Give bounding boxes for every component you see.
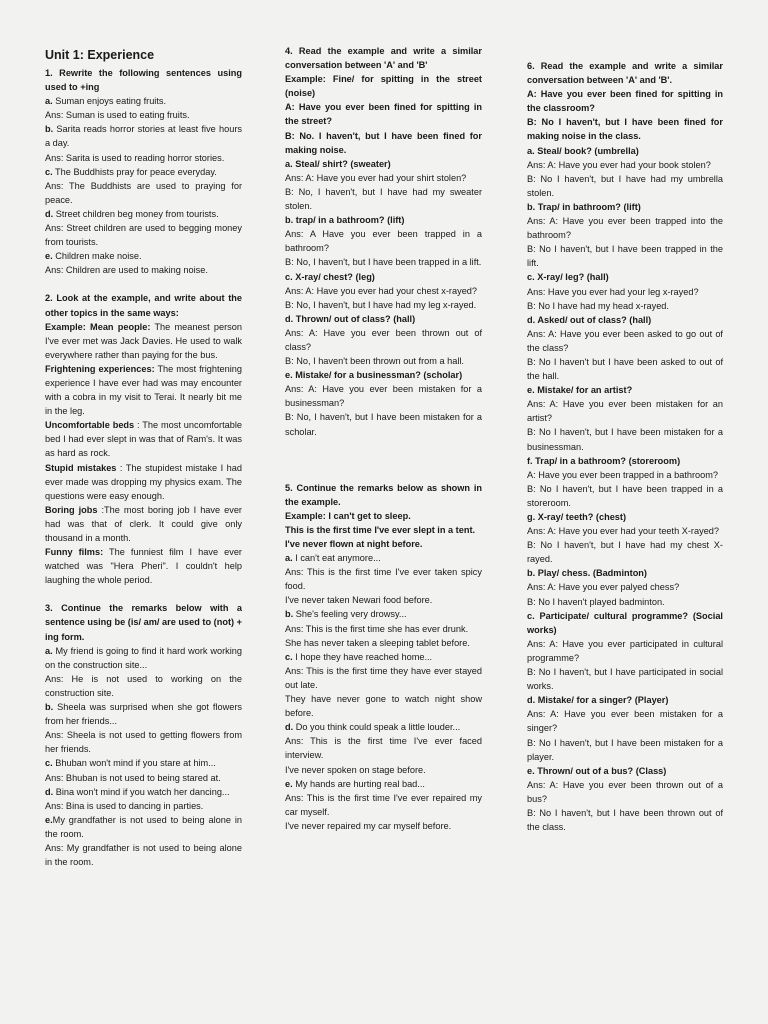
item-text: Ans: A: Have you ever had your teeth X-rayed? bbox=[527, 526, 720, 537]
text-line bbox=[527, 580, 723, 594]
text-line bbox=[45, 545, 242, 587]
item-text: :The most boring job I have ever had was that of clerk. It could give only thousand in a month. bbox=[45, 504, 242, 543]
item-text: Ans: A: Have you ever had your shirt stolen? bbox=[285, 172, 467, 183]
section-5-heading: 5. Continue the remarks below as shown in the example. bbox=[285, 482, 482, 507]
item-label: d. bbox=[45, 208, 54, 219]
item-text: Ans: This is the first time she has ever drunk. bbox=[285, 623, 469, 634]
item-text: Ans: Suman is used to eating fruits. bbox=[45, 110, 190, 121]
section-6-example-b: B: No I haven't, but I have been fined for making noise in the class. bbox=[527, 117, 723, 142]
text-line bbox=[527, 693, 723, 707]
section-5-lines bbox=[285, 551, 482, 833]
text-line bbox=[45, 728, 242, 756]
item-label: c. Participate/ cultural programme? bbox=[527, 610, 689, 621]
item-text: A: Have you ever been trapped in a bathroom? bbox=[527, 469, 719, 480]
text-line bbox=[527, 524, 723, 538]
item-text: B: No I haven't played badminton. bbox=[527, 596, 665, 607]
text-line bbox=[527, 665, 723, 693]
item-label: d. bbox=[45, 786, 54, 797]
item-text: The meanest person I've ever met was Jack Davies. He used to walk everywhere rather than paying for the bus. bbox=[45, 321, 242, 360]
item-text: B: No, I haven't been thrown out from a hall. bbox=[285, 356, 464, 367]
item-text: Ans: A: Have you ever palyed chess? bbox=[527, 582, 680, 593]
text-line bbox=[45, 756, 242, 770]
item-text: Ans: A: Have you ever had your book stolen? bbox=[527, 159, 711, 170]
item-text: Ans: A: Have you ever been mistaken for an artist? bbox=[527, 399, 723, 424]
text-line bbox=[285, 326, 482, 354]
item-text: My hands are hurting real bad... bbox=[292, 778, 425, 789]
item-text: Sarita reads horror stories at least five hours a day. bbox=[45, 124, 242, 149]
item-label: Boring jobs bbox=[45, 504, 98, 515]
item-label: c. bbox=[45, 758, 53, 769]
text-line bbox=[45, 151, 242, 165]
text-line bbox=[527, 425, 723, 453]
text-line bbox=[45, 418, 242, 460]
text-line bbox=[45, 263, 242, 277]
item-label: d. Thrown/ out of class? (hall) bbox=[285, 313, 416, 324]
text-line bbox=[285, 650, 482, 664]
text-line bbox=[285, 298, 482, 312]
item-text: Ans: Have you ever had your leg x-rayed? bbox=[527, 286, 699, 297]
item-label: b. bbox=[45, 124, 54, 135]
text-line bbox=[285, 270, 482, 284]
item-text: The Buddhists pray for peace everyday. bbox=[52, 166, 217, 177]
text-line bbox=[45, 122, 242, 150]
item-text: B: No I haven't but I have been asked to out of the hall. bbox=[527, 356, 723, 382]
text-line bbox=[285, 607, 482, 621]
item-label: b. bbox=[45, 702, 54, 713]
text-line bbox=[527, 510, 723, 524]
item-text: She has never taken a sleeping tablet before. bbox=[285, 637, 470, 648]
item-text: Ans: My grandfather is not used to being alone in the room. bbox=[45, 842, 242, 868]
text-line bbox=[285, 593, 482, 607]
item-text: Ans: Sheela is not used to getting flowers from her friends. bbox=[45, 730, 242, 755]
item-label: c. X-ray/ leg? (hall) bbox=[527, 272, 609, 283]
item-text: Ans: A: Have you ever been thrown out of class? bbox=[285, 327, 482, 352]
text-line bbox=[285, 213, 482, 227]
item-label: b. trap/ in a bathroom? (lift) bbox=[285, 215, 405, 226]
item-text: They have never gone to watch night show before. bbox=[285, 694, 482, 719]
text-line bbox=[527, 806, 723, 834]
item-label: c. bbox=[45, 166, 53, 177]
item-label: a. bbox=[45, 96, 53, 107]
item-label: c. X-ray/ chest? (leg) bbox=[285, 271, 375, 282]
text-line bbox=[527, 454, 723, 468]
text-line bbox=[527, 468, 723, 482]
item-text: Ans: He is not used to working on the construction site. bbox=[45, 673, 242, 698]
text-line bbox=[285, 565, 482, 593]
text-line bbox=[527, 383, 723, 397]
item-text: Street children beg money from tourists. bbox=[53, 208, 219, 219]
item-text: Bhuban won't mind if you stare at him... bbox=[52, 758, 216, 769]
item-text: Ans: This is the first time they have ever stayed out late. bbox=[285, 665, 482, 690]
item-label: b. bbox=[285, 609, 294, 620]
text-line bbox=[285, 410, 482, 438]
item-text: : The most uncomfortable bed I had ever slept in was that of Ram's. It was as hard as rock. bbox=[45, 420, 243, 459]
text-line bbox=[45, 461, 242, 503]
item-text: My grandfather is not used to being alone in the room. bbox=[45, 814, 242, 839]
text-line bbox=[45, 644, 242, 672]
section-3-heading: 3. Continue the remarks below with a sentence using be (is/ am/ are used to (not) + ing form. bbox=[45, 603, 242, 642]
item-text: I hope they have reached home... bbox=[292, 651, 433, 662]
item-label: e. bbox=[45, 251, 53, 262]
item-text: B: No I haven't, but I have participated in social works. bbox=[527, 667, 723, 692]
item-text: Sheela was surprised when she got flowers from her friends... bbox=[45, 702, 242, 727]
item-text: Ans: Bhuban is not used to being stared at. bbox=[45, 772, 221, 783]
text-line bbox=[527, 355, 723, 383]
section-2-items bbox=[45, 320, 242, 588]
item-text: Ans: This is the first time I've ever repaired my car myself. bbox=[285, 792, 482, 817]
text-line bbox=[527, 200, 723, 214]
item-text: Do you think could speak a little louder... bbox=[293, 722, 461, 733]
item-label: a. Steal/ shirt? (sweater) bbox=[285, 158, 391, 169]
text-line bbox=[285, 763, 482, 777]
section-6-heading: 6. Read the example and write a similar conversation between 'A' and 'B'. bbox=[527, 61, 723, 86]
text-line bbox=[285, 354, 482, 368]
item-label: d. Asked/ out of class? (hall) bbox=[527, 314, 652, 325]
item-text: (Social works) bbox=[527, 610, 723, 635]
text-line bbox=[285, 664, 482, 692]
item-text: Ans: Street children are used to begging money from tourists. bbox=[45, 223, 242, 248]
item-text: I've never taken Newari food before. bbox=[285, 595, 433, 606]
text-line bbox=[285, 692, 482, 720]
item-text: She's feeling very drowsy... bbox=[293, 609, 407, 620]
text-line bbox=[527, 285, 723, 299]
section-1-lines bbox=[45, 94, 242, 277]
text-line bbox=[285, 791, 482, 819]
section-6-example-a: A: Have you ever been fined for spitting in the classroom? bbox=[527, 89, 723, 114]
section-2-heading: 2. Look at the example, and write about the other topics in the same ways: bbox=[45, 293, 242, 318]
page-title: Unit 1: Experience bbox=[45, 48, 155, 62]
text-line bbox=[527, 538, 723, 566]
item-text: Ans: A: Have you ever been asked to go out of the class? bbox=[527, 328, 723, 353]
text-line bbox=[285, 185, 482, 213]
text-line bbox=[45, 362, 242, 418]
item-text: Children make noise. bbox=[52, 251, 142, 262]
text-line bbox=[285, 382, 482, 410]
item-label: Uncomfortable beds bbox=[45, 420, 135, 431]
item-label: Frightening experiences: bbox=[45, 363, 155, 374]
section-1-heading: 1. Rewrite the following sentences using used to +ing bbox=[45, 68, 242, 93]
item-label: e. bbox=[45, 814, 53, 825]
item-label: c. bbox=[285, 651, 293, 662]
text-line bbox=[45, 813, 242, 841]
text-line bbox=[285, 171, 482, 185]
text-line bbox=[527, 270, 723, 284]
item-text: Ans: Sarita is used to reading horror stories. bbox=[45, 152, 225, 163]
item-text: B: No, I haven't, but I have been trapped in a lift. bbox=[285, 257, 482, 268]
item-text: Ans: A: Have you ever been thrown out of a bus? bbox=[527, 779, 723, 804]
item-text: Ans: A: Have you ever been mistaken for a singer? bbox=[527, 709, 723, 734]
section-4-example-a: A: Have you ever been fined for spitting in the street? bbox=[285, 102, 482, 127]
item-label: Funny films: bbox=[45, 547, 104, 558]
item-label: e. bbox=[285, 778, 293, 789]
text-line bbox=[45, 221, 242, 249]
text-line bbox=[285, 255, 482, 269]
item-label: a. Steal/ book? (umbrella) bbox=[527, 145, 639, 156]
text-line bbox=[285, 734, 482, 762]
item-text: Ans: Bina is used to dancing in parties. bbox=[45, 800, 204, 811]
text-line bbox=[285, 227, 482, 255]
item-text: Ans: This is the first time I've ever faced interview. bbox=[285, 736, 482, 761]
item-text: Ans: A: Have you ever participated in cultural programme? bbox=[527, 638, 723, 663]
text-line bbox=[45, 320, 242, 362]
text-line bbox=[285, 636, 482, 650]
text-line bbox=[527, 609, 723, 637]
item-text: B: No, I haven't, but I have had my leg x-rayed. bbox=[285, 299, 477, 310]
text-line bbox=[527, 158, 723, 172]
text-line bbox=[45, 785, 242, 799]
column-3 bbox=[527, 59, 723, 834]
text-line bbox=[45, 179, 242, 207]
text-line bbox=[285, 368, 482, 382]
item-text: B: No I haven't, but I have been mistaken for a player. bbox=[527, 737, 723, 762]
item-text: Ans: Children are used to making noise. bbox=[45, 265, 208, 276]
item-label: b. Play/ chess. (Badminton) bbox=[527, 568, 647, 579]
text-line bbox=[527, 778, 723, 806]
item-label: f. Trap/ in a bathroom? (storeroom) bbox=[527, 455, 681, 466]
text-line bbox=[45, 771, 242, 785]
text-line bbox=[527, 707, 723, 735]
item-text: Ans: The Buddhists are used to praying for peace. bbox=[45, 180, 242, 205]
text-line bbox=[45, 503, 242, 545]
item-text: : The stupidest mistake I had ever made was dropping my physics exam. The questions were easy enough. bbox=[45, 462, 242, 501]
item-text: Suman enjoys eating fruits. bbox=[52, 96, 167, 107]
text-line bbox=[285, 720, 482, 734]
text-line bbox=[285, 312, 482, 326]
section-4-heading: 4. Read the example and write a similar conversation between 'A' and 'B' bbox=[285, 46, 482, 71]
text-line bbox=[527, 397, 723, 425]
column-2 bbox=[285, 44, 482, 833]
item-text: B: No I haven't, but I have had my umbrella stolen. bbox=[527, 173, 723, 198]
text-line bbox=[527, 144, 723, 158]
item-text: Ans: This is the first time I've ever taken spicy food. bbox=[285, 567, 482, 592]
item-label: b. Trap/ in bathroom? (lift) bbox=[527, 201, 641, 212]
text-line bbox=[285, 551, 482, 565]
text-line bbox=[527, 242, 723, 270]
item-label: a. bbox=[285, 553, 293, 564]
item-text: Ans: A: Have you ever been trapped into the bathroom? bbox=[527, 216, 723, 241]
item-label: d. bbox=[285, 722, 294, 733]
item-text: My friend is going to find it hard work working on the construction site... bbox=[45, 645, 242, 670]
item-text: B: No I haven't, but I have been thrown out of the class. bbox=[527, 807, 723, 833]
item-label: e. Mistake/ for an artist? bbox=[527, 385, 633, 396]
item-text: B: No I haven't, but I have been trapped in a storeroom. bbox=[527, 483, 723, 508]
item-label: d. Mistake/ for a singer? (Player) bbox=[527, 695, 669, 706]
text-line bbox=[285, 157, 482, 171]
text-line bbox=[285, 622, 482, 636]
text-line bbox=[45, 165, 242, 179]
text-line bbox=[45, 207, 242, 221]
section-3-lines bbox=[45, 644, 242, 870]
text-line bbox=[527, 172, 723, 200]
text-line bbox=[527, 214, 723, 242]
text-line bbox=[527, 482, 723, 510]
item-text: B: No, I haven't, but I have had my sweater stolen. bbox=[285, 186, 482, 212]
text-line bbox=[285, 284, 482, 298]
section-4-example: Example: Fine/ for spitting in the street (noise) bbox=[285, 74, 482, 99]
item-text: Ans: A: Have you ever had your chest x-rayed? bbox=[285, 285, 478, 296]
text-line bbox=[527, 566, 723, 580]
text-line bbox=[45, 94, 242, 108]
item-text: I've never spoken on stage before. bbox=[285, 764, 426, 775]
item-text: Ans: A Have you ever been trapped in a bathroom? bbox=[285, 229, 482, 254]
section-5-example-2: I've never flown at night before. bbox=[285, 539, 423, 549]
item-text: B: No, I haven't, but I have been mistaken for a scholar. bbox=[285, 412, 482, 437]
item-text: B: No I haven't, but I have been mistaken for a businessman. bbox=[527, 427, 723, 452]
text-line bbox=[285, 819, 482, 833]
section-5-example: Example: I can't get to sleep. bbox=[285, 510, 411, 521]
item-text: B: No I have had my head x-rayed. bbox=[527, 300, 669, 311]
text-line bbox=[45, 700, 242, 728]
text-line bbox=[45, 841, 242, 869]
text-line bbox=[527, 313, 723, 327]
item-text: The funniest film I have ever watched was "Hera Pheri". I couldn't help laughing the whole period. bbox=[45, 547, 242, 586]
item-label: Stupid mistakes bbox=[45, 462, 117, 473]
item-text: B: No I haven't, but I have had my chest X-rayed. bbox=[527, 540, 723, 565]
section-6-lines bbox=[527, 144, 723, 835]
item-label: g. X-ray/ teeth? (chest) bbox=[527, 512, 627, 522]
text-line bbox=[285, 777, 482, 791]
column-1 bbox=[45, 46, 242, 869]
text-line bbox=[527, 595, 723, 609]
text-line bbox=[527, 736, 723, 764]
section-5-example-1: This is the first time I've ever slept in a tent. bbox=[285, 524, 476, 535]
section-4-example-b: B: No. I haven't, but I have been fined for making noise. bbox=[285, 130, 482, 155]
item-text: Bina won't mind if you watch her dancing... bbox=[53, 786, 230, 797]
text-line bbox=[45, 108, 242, 122]
item-text: The most frightening experience I have ever had was may encounter with a cobra in my visit to Terai. It nearly bit me in the leg. bbox=[45, 363, 242, 417]
item-text: Ans: A: Have you ever been mistaken for a businessman? bbox=[285, 384, 482, 409]
item-text: B: No I haven't, but I have been trapped in the lift. bbox=[527, 244, 723, 269]
item-text: I can't eat anymore... bbox=[292, 553, 381, 564]
item-label: Example: Mean people: bbox=[45, 321, 151, 332]
text-line bbox=[527, 637, 723, 665]
text-line bbox=[45, 249, 242, 263]
text-line bbox=[527, 327, 723, 355]
item-label: e. Thrown/ out of a bus? (Class) bbox=[527, 765, 667, 776]
text-line bbox=[527, 299, 723, 313]
section-4-lines bbox=[285, 157, 482, 439]
text-line bbox=[527, 764, 723, 778]
item-text: I've never repaired my car myself before. bbox=[285, 820, 452, 831]
text-line bbox=[45, 799, 242, 813]
text-line bbox=[45, 672, 242, 700]
item-label: a. bbox=[45, 645, 53, 656]
item-label: e. Mistake/ for a businessman? (scholar) bbox=[285, 370, 463, 381]
